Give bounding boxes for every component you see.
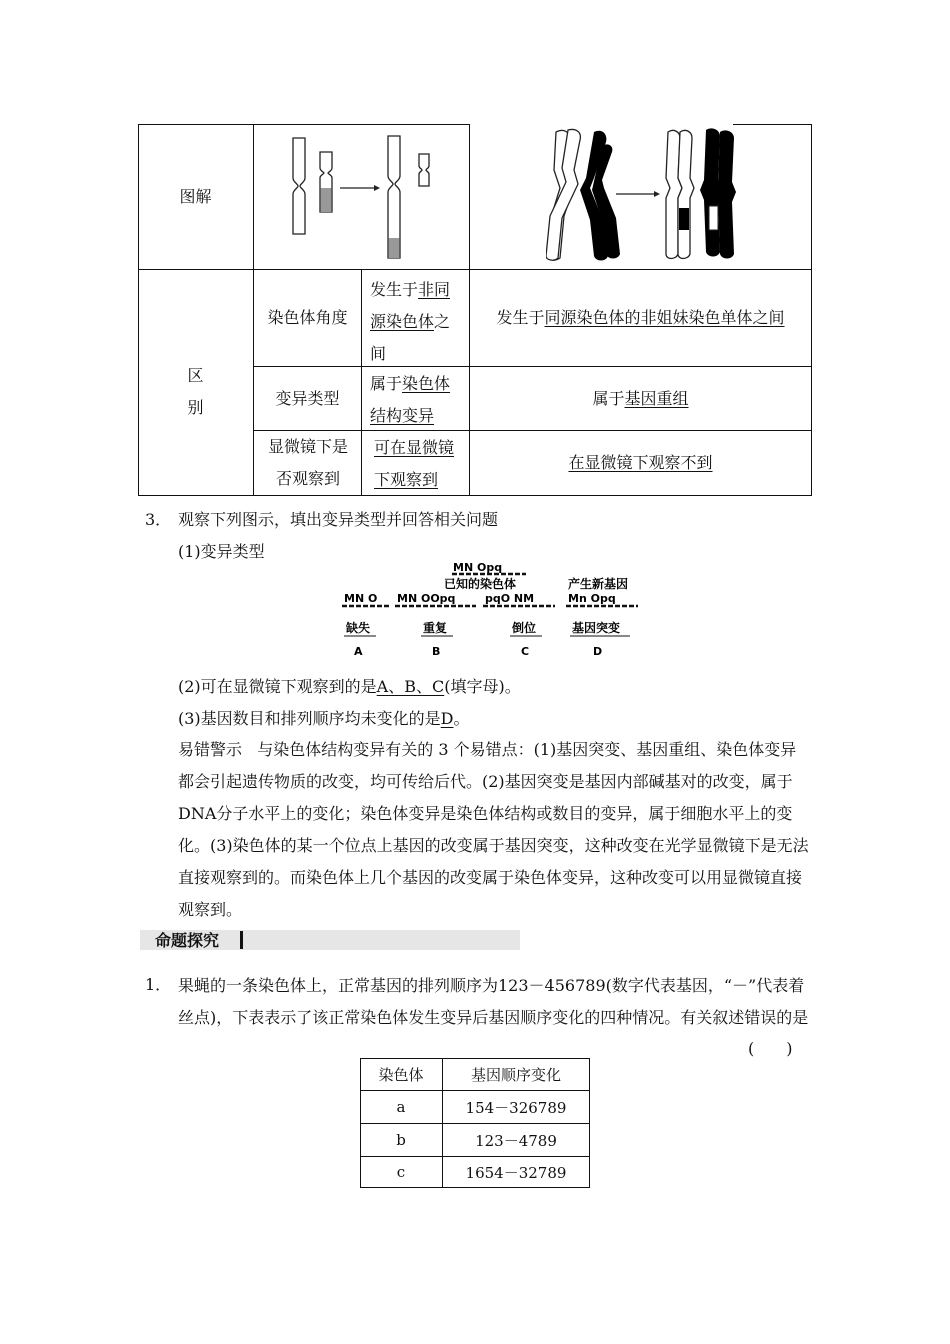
crossover-type-cell: [470, 367, 811, 430]
type-c: 倒位: [512, 621, 537, 635]
d-genes: Mn Opq: [568, 592, 616, 605]
answer: 非同源染色体: [370, 280, 451, 331]
text: (2)可在显微镜下观察到的是: [178, 677, 377, 696]
crossover-chromosome-cell: [470, 270, 811, 366]
text: 属于: [370, 374, 403, 393]
table-border: [589, 1058, 590, 1188]
table-header: 染色体: [378, 1065, 424, 1084]
type-d: 基因突变: [572, 621, 621, 635]
crossover-microscope-cell: [470, 431, 811, 495]
table-border: [811, 124, 812, 496]
answer: 染色体结构变异: [370, 374, 451, 425]
answer: 在显微镜下观察不到: [568, 453, 713, 472]
translocation-diagram: [278, 132, 458, 264]
comparison-table: [138, 124, 812, 496]
warning-body: 与染色体结构变异有关的 3 个易错点：(1)基因突变、基因重组、染色体变异都会引起遗传物质的改变，均可传给后代。(2)基因突变是基因内部碱基对的改变，属于DNA分子水平上的变化；染色体变异是染色体结构或数目的变异，属于细胞水平上的变化。(3)染色体的某一个位点上基因的改变属于基因突变，这种改变在光学显微镜下是无法直接观察到的。而染色体上几个基因的改变属于染色体变异，这种改变可以用显微镜直接观察到。: [178, 740, 809, 919]
known-label: 已知的染色体: [444, 577, 517, 591]
row-label-diff-1: 区: [187, 366, 204, 385]
table-header: 基因顺序变化: [470, 1065, 561, 1084]
warning-title: 易错警示: [178, 740, 243, 759]
letter-a: A: [354, 645, 363, 658]
text: 。: [453, 709, 470, 728]
section-title: 命题探究: [155, 931, 220, 950]
table-border: [253, 124, 469, 125]
b-genes: MN OOpq: [397, 592, 456, 605]
text: 之间: [370, 312, 451, 363]
translocation-microscope-cell: [374, 432, 462, 496]
row-label-diagram: 图解: [179, 186, 212, 206]
table-cell: c: [396, 1163, 406, 1181]
exchanged-segment: [709, 206, 718, 230]
table-cell: 154－326789: [465, 1098, 567, 1117]
stem-text: 果蝇的一条染色体上，正常基因的排列顺序为123－456789(数字代表基因，“－”代表着丝点)，下表表示了该正常染色体发生变异后基因顺序变化的四种情况。有关叙述错误的是: [178, 976, 809, 1027]
text: 发生于: [370, 280, 419, 299]
question-number: 3．: [145, 510, 172, 529]
shaded-segment: [389, 238, 400, 258]
aspect-chromosome: 染色体角度: [267, 308, 348, 327]
letter-d: D: [593, 645, 603, 658]
answer: A、B、C: [376, 677, 445, 696]
arrow-head: [374, 185, 380, 191]
question-stem: [178, 970, 810, 1034]
table-cell: a: [396, 1098, 406, 1116]
answer: 可在显微镜下观察到: [374, 438, 455, 489]
table-border: [361, 269, 362, 496]
type-a: 缺失: [346, 621, 371, 635]
table-cell: b: [396, 1131, 406, 1149]
table-border: [138, 495, 812, 496]
known-genes: MN Opq: [453, 561, 503, 574]
aspect-microscope: 显微镜下是否观察到: [267, 437, 348, 488]
sub-question-3: [178, 706, 470, 729]
aspect-variation-type: 变异类型: [275, 388, 340, 408]
question-number: 1．: [145, 975, 172, 994]
exchanged-segment: [679, 208, 689, 230]
answer: D: [440, 709, 454, 728]
text: 发生于: [496, 308, 545, 327]
section-mark-right: [240, 931, 243, 949]
new-gene-label: 产生新基因: [568, 577, 629, 591]
shaded-segment: [321, 188, 332, 212]
warning-paragraph: [178, 734, 810, 926]
chromosome-short-after: [419, 154, 429, 186]
translocation-chromosome-cell: [370, 274, 462, 370]
text: (填字母)。: [444, 677, 521, 696]
table-border: [360, 1187, 590, 1188]
table-cell: 123－4789: [475, 1131, 557, 1150]
crossover-diagram: [546, 126, 746, 268]
answer: 基因重组: [624, 388, 689, 408]
table-border: [733, 124, 812, 125]
arrow-head: [654, 191, 660, 197]
answer: 同源染色体的非姐妹染色单体之间: [544, 308, 785, 327]
sub-question-1: (1)变异类型: [178, 542, 265, 561]
c-genes: pqO NM: [485, 592, 535, 605]
sub-question-2: [178, 674, 521, 697]
row-label-diff-2: 别: [187, 398, 204, 417]
chromatid-white: [678, 130, 694, 258]
gene-order-table: [360, 1058, 590, 1188]
letter-b: B: [432, 645, 441, 658]
text: 属于: [592, 388, 625, 408]
type-b: 重复: [423, 621, 448, 635]
translocation-type-cell: [370, 368, 462, 432]
a-genes: MN O: [344, 592, 378, 605]
letter-c: C: [521, 645, 530, 658]
question-stem: 观察下列图示，填出变异类型并回答相关问题: [178, 510, 499, 529]
text: (3)基因数目和排列顺序均未变化的是: [178, 709, 441, 728]
chromosome-long: [293, 138, 305, 234]
answer-blank: ( ): [748, 1039, 793, 1058]
table-cell: 1654－32789: [465, 1163, 567, 1182]
variation-figure: [340, 560, 640, 660]
